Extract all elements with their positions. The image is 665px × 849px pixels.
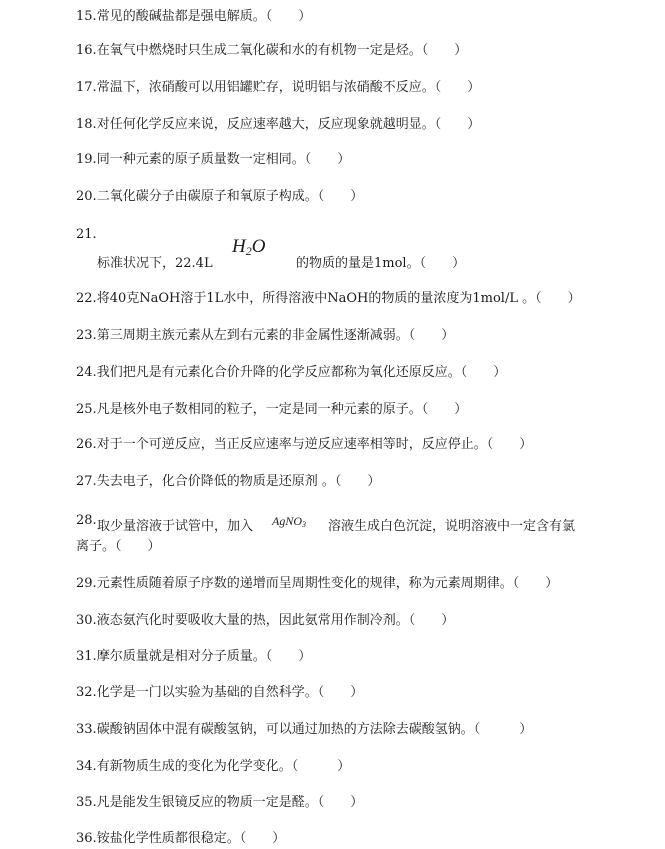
question-text: 将40克NaOH溶于1L水中，所得溶液中NaOH的物质的量浓度为1mol/L 。（ ） [96, 291, 581, 306]
question-number: 25. [76, 402, 97, 417]
question-number: 15. [76, 9, 97, 24]
question-number: 18. [76, 117, 97, 132]
question-number: 29. [76, 576, 97, 591]
question-15 [76, 8, 635, 26]
question-number: 30. [76, 613, 97, 628]
question-23 [76, 327, 635, 345]
question-31 [76, 648, 635, 666]
question-27 [76, 473, 635, 491]
question-36 [76, 830, 635, 848]
question-number: 19. [76, 152, 97, 167]
question-text: 失去电子，化合价降低的物质是还原剂 。（ ） [96, 474, 381, 489]
question-26 [76, 436, 635, 454]
question-35 [76, 794, 635, 812]
question-text: 取少量溶液于试管中，加入 [97, 519, 254, 534]
question-32 [76, 684, 635, 702]
question-text: 离子。（ ） [76, 539, 161, 554]
question-number: 27. [76, 474, 97, 489]
question-text: 液态氨汽化时要吸收大量的热，因此氨常用作制冷剂。（ ） [96, 613, 455, 628]
question-text: 凡是核外电子数相同的粒子，一定是同一种元素的原子。（ ） [96, 402, 468, 417]
question-28-line2 [76, 538, 635, 556]
question-text: 碳酸钠固体中混有碳酸氢钠，可以通过加热的方法除去碳酸氢钠。（ ） [96, 722, 533, 737]
question-number: 31. [76, 649, 97, 664]
question-28-text-after [328, 518, 635, 536]
question-34 [76, 758, 635, 776]
question-text: 对任何化学反应来说，反应速率越大，反应现象就越明显。（ ） [96, 117, 481, 132]
question-17 [76, 79, 635, 97]
question-number: 24. [76, 365, 97, 380]
question-21-text-after [296, 255, 635, 273]
question-18 [76, 116, 635, 134]
question-number: 20. [76, 189, 97, 204]
question-number: 33. [76, 722, 97, 737]
question-text: 元素性质随着原子序数的递增而呈周期性变化的规律，称为元素周期律。（ ） [96, 576, 559, 591]
question-22 [76, 290, 635, 308]
question-text: 二氧化碳分子由碳原子和氧原子构成。（ ） [96, 189, 364, 204]
question-29 [76, 575, 635, 593]
question-20 [76, 188, 635, 206]
question-21-number [76, 226, 635, 244]
question-24 [76, 364, 635, 382]
question-text: 有新物质生成的变化为化学变化。（ ） [96, 759, 351, 774]
question-25 [76, 401, 635, 419]
question-number: 26. [76, 437, 97, 452]
question-text: 铵盐化学性质都很稳定。（ ） [96, 831, 286, 846]
question-number: 17. [76, 80, 97, 95]
question-number: 34. [76, 759, 97, 774]
question-text: 第三周期主族元素从左到右元素的非金属性逐渐减弱。（ ） [96, 328, 455, 343]
question-text: 的物质的量是1mol。（ ） [296, 256, 466, 271]
question-33 [76, 721, 635, 739]
question-text: 常温下，浓硝酸可以用铝罐贮存，说明铝与浓硝酸不反应。（ ） [96, 80, 481, 95]
question-number: 16. [76, 43, 97, 58]
question-30 [76, 612, 635, 630]
question-19 [76, 151, 635, 169]
question-number: 32. [76, 685, 97, 700]
question-text: 在氧气中燃烧时只生成二氧化碳和水的有机物一定是烃。（ ） [96, 43, 468, 58]
question-number: 28. [76, 513, 97, 528]
question-number: 23. [76, 328, 97, 343]
question-text: 标准状况下，22.4L [97, 256, 213, 271]
formula-h2o: $H_2O$ [232, 236, 266, 258]
question-number: 35. [76, 795, 97, 810]
question-text: 溶液生成白色沉淀，说明溶液中一定含有氯 [328, 519, 576, 534]
question-text: 同一种元素的原子质量数一定相同。（ ） [96, 152, 351, 167]
question-16 [76, 42, 635, 60]
formula-agno3: AgNO$_3$ [272, 514, 306, 529]
question-number: 36. [76, 831, 97, 846]
question-text: 化学是一门以实验为基础的自然科学。（ ） [96, 685, 364, 700]
question-number: 22. [76, 291, 97, 306]
question-text: 凡是能发生银镜反应的物质一定是醛。（ ） [96, 795, 364, 810]
question-text: 对于一个可逆反应，当正反应速率与逆反应速率相等时，反应停止。（ ） [96, 437, 533, 452]
question-text: 摩尔质量就是相对分子质量。（ ） [96, 649, 312, 664]
question-number: 21. [76, 227, 97, 242]
question-text: 常见的酸碱盐都是强电解质。（ ） [96, 9, 312, 24]
question-text: 我们把凡是有元素化合价升降的化学反应都称为氧化还原反应。（ ） [96, 365, 507, 380]
